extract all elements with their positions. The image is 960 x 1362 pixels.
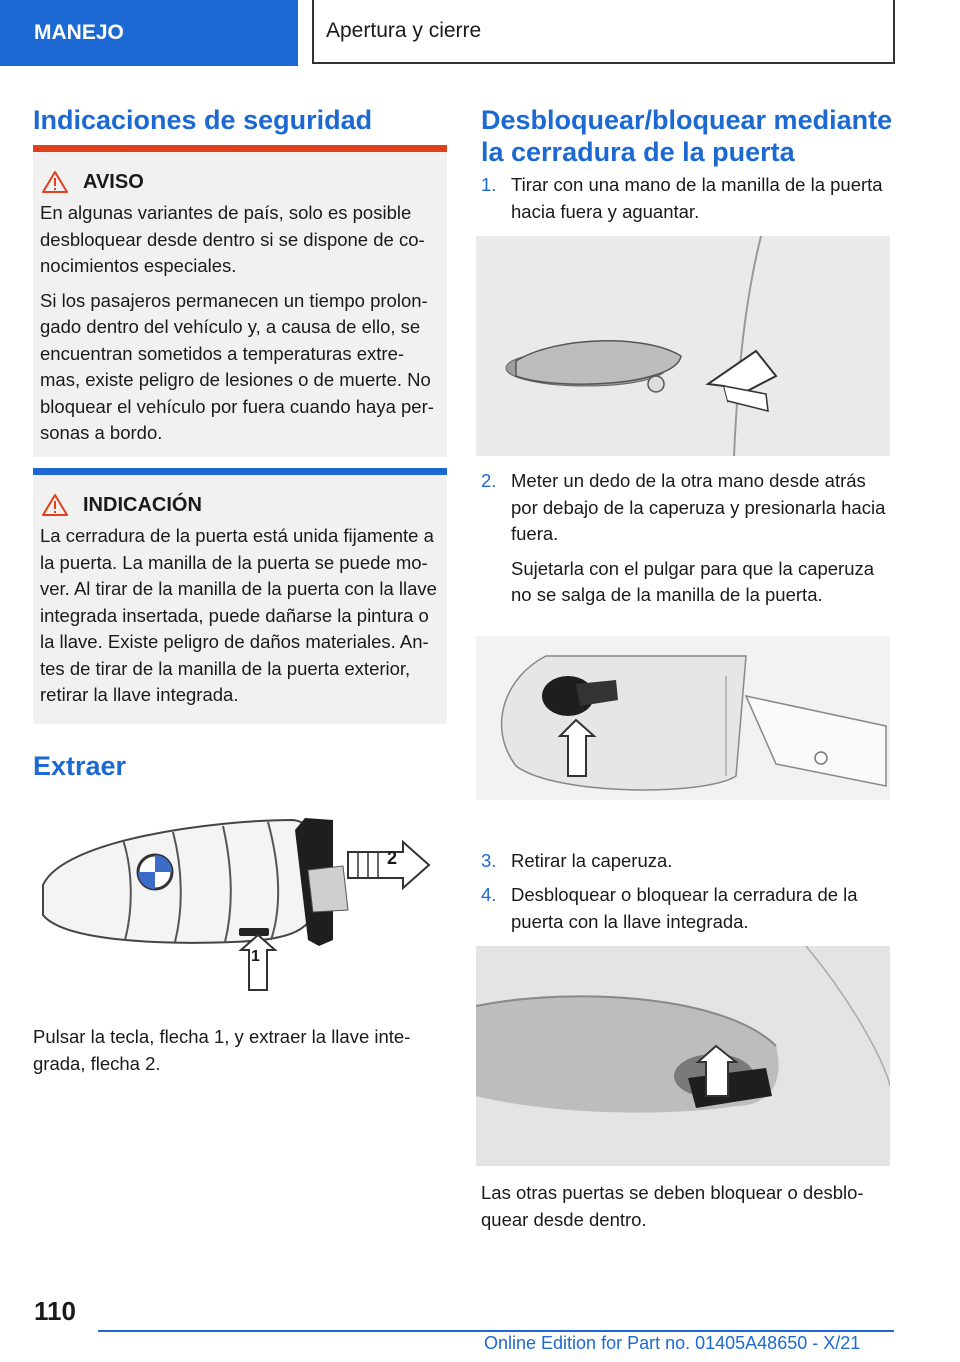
key-fob-illustration <box>33 800 447 1010</box>
notice-text <box>33 517 447 709</box>
notice-paragraph: La cerradura de la puerta está unida fijamente a la puerta. La manilla de la puerta se puede mo-ver. Al tirar de la manilla de la puerta con la llave integrada insertada, puede dañarse la pintura o la llave. Existe peligro de daños materiales. An-tes de tirar de la manilla de la puerta exterior, retirar la llave integrada. <box>40 525 437 705</box>
notice-bar <box>33 468 447 475</box>
key-in-lock-figure <box>476 946 890 1166</box>
step-2 <box>481 468 895 617</box>
door-lock-title-line2: la cerradura de la puerta <box>481 137 795 167</box>
step-1 <box>481 172 895 233</box>
step-text: Tirar con una mano de la manilla de la puerta hacia fuera y aguantar. <box>511 174 883 222</box>
warning-box <box>33 145 447 457</box>
step-extra-text: Sujetarla con el pulgar para que la caperuza no se salga de la manilla de la puerta. <box>511 557 875 605</box>
step-number: 3. <box>481 850 497 871</box>
step-text: Retirar la caperuza. <box>511 850 673 871</box>
page-number: 110 <box>34 1296 76 1326</box>
step-text: Meter un dedo de la otra mano desde atrás por debajo de la caperuza y presionarla hacia fuera. <box>511 470 886 544</box>
door-lock-title-line1: Desbloquear/bloquear mediante <box>481 105 893 135</box>
step-4 <box>481 882 895 943</box>
step-number: 2. <box>481 470 497 491</box>
step-3 <box>481 848 895 883</box>
safety-title: Indicaciones de seguridad <box>33 105 373 135</box>
cap-removal-illustration <box>476 636 890 800</box>
closing-text: Las otras puertas se deben bloquear o desblo-quear desde dentro. <box>481 1182 864 1230</box>
warning-paragraph: En algunas variantes de país, solo es posible desbloquear desde dentro si se dispone de co-nocimientos especiales. <box>40 202 425 276</box>
warning-paragraph: Si los pasajeros permanecen un tiempo prolon-gado dentro del vehículo y, a causa de ello, se encuentran sometidos a temperaturas extre-mas, existe peligro de lesiones o de muerte. No bloquear el vehículo por fuera cuando haya per-sonas a bordo. <box>40 289 434 443</box>
door-handle-illustration <box>476 236 890 456</box>
key-in-lock-illustration <box>476 946 890 1166</box>
closing-note <box>481 1180 895 1241</box>
warning-header <box>33 170 447 194</box>
warning-triangle-icon <box>41 170 69 194</box>
door-lock-title <box>481 104 901 168</box>
cap-removal-figure <box>476 636 890 800</box>
step-number: 4. <box>481 884 497 905</box>
step-text: Desbloquear o bloquear la cerradura de la puerta con la llave integrada. <box>511 884 858 932</box>
step-number: 1. <box>481 174 497 195</box>
warning-triangle-icon <box>41 493 69 517</box>
notice-header <box>33 493 447 517</box>
warning-label: AVISO <box>83 170 144 193</box>
notice-label: INDICACIÓN <box>83 493 202 516</box>
edition-link[interactable]: Online Edition for Part no. 01405A48650 - X/21 <box>484 1333 861 1353</box>
chapter-tab: Apertura y cierre <box>312 0 895 64</box>
key-extract-figure <box>33 800 447 1010</box>
extract-title: Extraer <box>33 751 127 781</box>
warning-text <box>33 194 447 447</box>
footer-divider <box>98 1330 894 1332</box>
notice-box <box>33 468 447 724</box>
extract-caption-text: Pulsar la tecla, flecha 1, y extraer la llave inte-grada, flecha 2. <box>33 1026 411 1074</box>
arrow-label-1: 1 <box>251 948 260 965</box>
warning-bar <box>33 145 447 152</box>
door-handle-figure <box>476 236 890 456</box>
arrow-label-2: 2 <box>387 848 398 868</box>
section-tab: MANEJO <box>0 0 298 66</box>
extract-caption <box>33 1024 447 1085</box>
